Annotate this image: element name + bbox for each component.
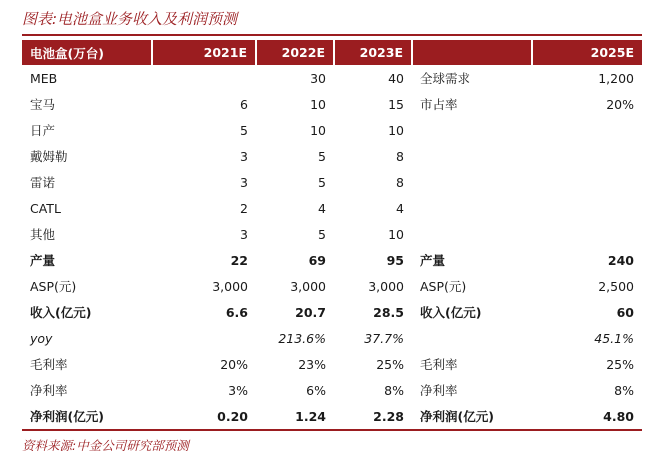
cell-2021e [152, 325, 256, 351]
table-row [22, 195, 642, 221]
cell-2021e: 3 [240, 174, 248, 190]
header-2023e: 2023E [334, 40, 412, 65]
cell-2022e: 69 [308, 252, 326, 268]
header-2025-label [412, 40, 532, 65]
cell-2021e: 6 [240, 96, 248, 112]
cell-2021e: 22 [230, 252, 248, 268]
cell-2022e: 4 [318, 200, 326, 216]
cell-2022e: 5 [318, 148, 326, 164]
table-row [22, 117, 642, 143]
row-label: 雷诺 [30, 175, 56, 190]
cell-2023e: 95 [386, 252, 404, 268]
cell-2021e: 3% [228, 382, 248, 398]
cell-2022e: 1.24 [256, 403, 334, 430]
header-metric: 电池盒(万台) [22, 40, 152, 65]
row-label: 净利率 [30, 383, 68, 398]
cell-2025-label [412, 117, 532, 143]
cell-2023e: 8% [384, 382, 404, 398]
cell-2025-label: 市占率 [420, 97, 458, 112]
table-row [22, 143, 642, 169]
table-header-row [22, 40, 642, 65]
table-row-yoy [22, 325, 642, 351]
table-row [22, 351, 642, 377]
cell-2025e [532, 195, 642, 221]
cell-2025e: 2,500 [598, 278, 634, 294]
row-label: 净利润(亿元) [22, 403, 152, 430]
row-label: 产量 [30, 253, 56, 268]
table-row [22, 169, 642, 195]
table-row [22, 91, 642, 117]
cell-2021e: 0.20 [152, 403, 256, 430]
row-label: 收入(亿元) [30, 305, 92, 320]
cell-2023e: 28.5 [373, 304, 404, 320]
table-row-revenue [22, 299, 642, 325]
cell-2021e: 3,000 [212, 278, 248, 294]
cell-2025e [532, 143, 642, 169]
cell-2025e [532, 221, 642, 247]
row-label: 宝马 [30, 97, 56, 112]
table-row-output [22, 247, 642, 273]
cell-2021e: 3 [240, 226, 248, 242]
cell-2025-label: 毛利率 [420, 357, 458, 372]
cell-2023e: 40 [388, 70, 404, 86]
forecast-table [22, 40, 642, 431]
cell-2022e: 23% [298, 356, 326, 372]
table-row [22, 377, 642, 403]
cell-2022e: 5 [318, 226, 326, 242]
row-label: 毛利率 [30, 357, 68, 372]
cell-2022e: 5 [318, 174, 326, 190]
cell-2022e: 6% [306, 382, 326, 398]
cell-2023e: 15 [388, 96, 404, 112]
cell-2025e: 8% [614, 382, 634, 398]
cell-2021e: 3 [240, 148, 248, 164]
cell-2021e: 20% [220, 356, 248, 372]
table-row [22, 65, 642, 91]
cell-2025-label [412, 169, 532, 195]
cell-2025e [532, 117, 642, 143]
row-label: 日产 [30, 123, 56, 138]
row-label: MEB [30, 70, 58, 86]
row-label: 戴姆勒 [30, 149, 68, 164]
cell-2025e: 1,200 [598, 70, 634, 86]
table-row [22, 221, 642, 247]
cell-2021e: 6.6 [225, 304, 248, 320]
cell-2025e: 240 [607, 252, 634, 268]
cell-2025-label: 收入(亿元) [420, 305, 482, 320]
figure-title: 图表:电池盒业务收入及利润预测 [22, 10, 238, 28]
cell-2023e: 10 [388, 226, 404, 242]
table-row-net-profit [22, 403, 642, 430]
cell-2025-label: 产量 [420, 253, 446, 268]
cell-2025e: 60 [616, 304, 634, 320]
cell-2025e: 45.1% [594, 330, 634, 346]
title-divider [22, 34, 642, 36]
cell-2022e: 10 [310, 96, 326, 112]
row-label: 其他 [30, 227, 56, 242]
table-row [22, 273, 642, 299]
header-2022e: 2022E [256, 40, 334, 65]
cell-2025-label: 净利率 [420, 383, 458, 398]
row-label: CATL [30, 200, 61, 216]
cell-2021e: 5 [240, 122, 248, 138]
cell-2021e [152, 65, 256, 91]
cell-2025-label [412, 221, 532, 247]
source-note: 资料来源:中金公司研究部预测 [22, 438, 189, 453]
cell-2025e: 25% [606, 356, 634, 372]
cell-2023e: 2.28 [334, 403, 412, 430]
cell-2022e: 10 [310, 122, 326, 138]
cell-2023e: 37.7% [364, 330, 404, 346]
cell-2025-label [412, 195, 532, 221]
row-label: ASP(元) [30, 279, 77, 294]
cell-2025e: 20% [606, 96, 634, 112]
cell-2022e: 30 [310, 70, 326, 86]
cell-2025-label [412, 143, 532, 169]
cell-2021e: 2 [240, 200, 248, 216]
cell-2023e: 4 [396, 200, 404, 216]
cell-2025-label [412, 325, 532, 351]
cell-2025e: 4.80 [532, 403, 642, 430]
cell-2023e: 25% [376, 356, 404, 372]
cell-2025-label: ASP(元) [420, 279, 467, 294]
cell-2025-label: 全球需求 [420, 71, 471, 86]
cell-2023e: 3,000 [368, 278, 404, 294]
cell-2025e [532, 169, 642, 195]
cell-2023e: 8 [396, 174, 404, 190]
cell-2023e: 8 [396, 148, 404, 164]
cell-2022e: 3,000 [290, 278, 326, 294]
cell-2022e: 213.6% [278, 330, 326, 346]
cell-2022e: 20.7 [295, 304, 326, 320]
header-2025e: 2025E [532, 40, 642, 65]
cell-2023e: 10 [388, 122, 404, 138]
header-2021e: 2021E [152, 40, 256, 65]
cell-2025-label: 净利润(亿元) [412, 403, 532, 430]
row-label: yoy [30, 330, 53, 346]
